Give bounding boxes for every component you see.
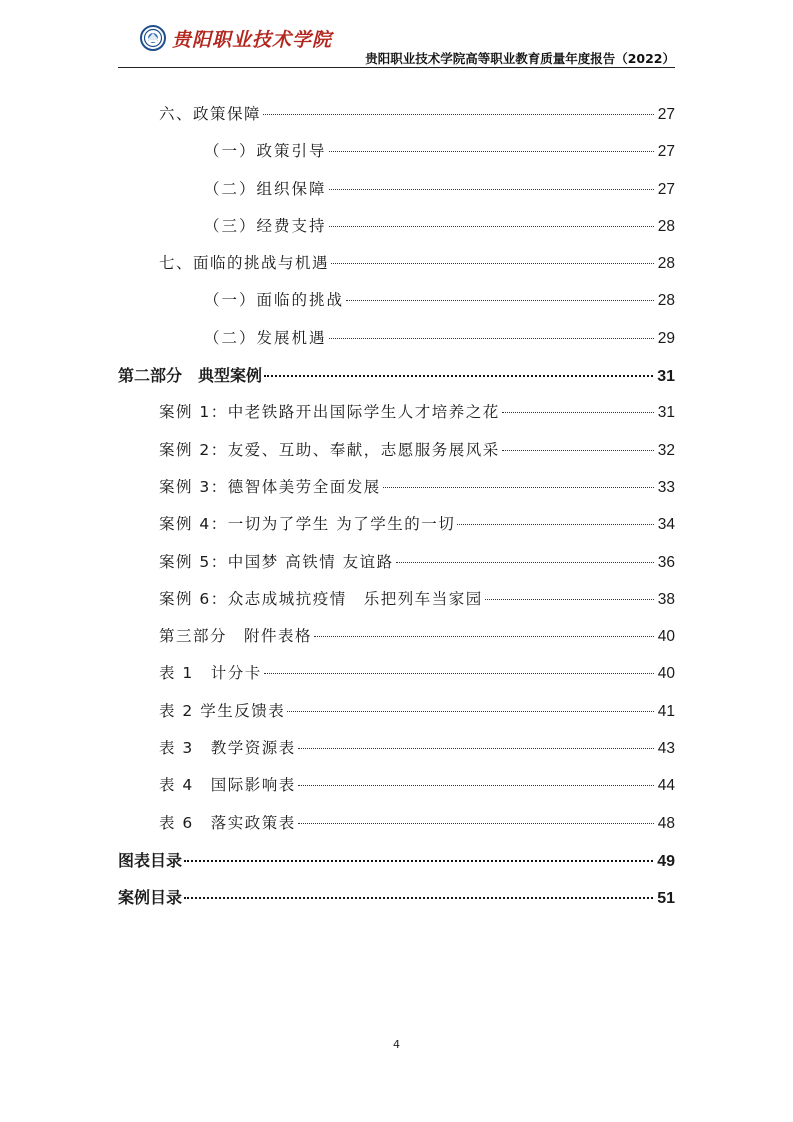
toc-leader-dots	[485, 599, 654, 600]
toc-entry-page: 34	[657, 516, 675, 534]
toc-entry[interactable]	[118, 214, 675, 251]
toc-entry-page: 27	[657, 180, 675, 198]
toc-entry-label: 第三部分 附件表格	[159, 627, 313, 646]
toc-entry-page: 27	[657, 143, 675, 161]
toc-entry-label: 第二部分 典型案例	[118, 366, 263, 386]
toc-entry-label: 案例目录	[118, 888, 183, 908]
toc-entry[interactable]	[118, 400, 675, 437]
toc-leader-dots	[298, 785, 654, 786]
toc-leader-dots	[184, 860, 653, 862]
toc-leader-dots	[263, 114, 654, 115]
toc-entry[interactable]	[118, 811, 675, 848]
toc-entry-page: 51	[657, 890, 675, 908]
toc-entry-part[interactable]	[118, 848, 675, 885]
toc-entry-label: 表 1 计分卡	[159, 664, 262, 683]
school-logo	[140, 24, 332, 52]
toc-entry-page: 29	[657, 329, 675, 347]
toc-entry-label: 案例 5：中国梦 高铁情 友谊路	[159, 552, 394, 571]
toc-leader-dots	[298, 823, 654, 824]
table-of-contents	[118, 102, 675, 923]
toc-entry-page: 40	[657, 628, 675, 646]
toc-entry-label: 表 4 国际影响表	[159, 776, 296, 795]
toc-leader-dots	[383, 487, 654, 488]
toc-entry-part[interactable]	[118, 363, 675, 400]
toc-leader-dots	[287, 711, 654, 712]
toc-entry[interactable]	[118, 512, 675, 549]
toc-leader-dots	[264, 673, 654, 674]
toc-entry-label: 表 3 教学资源表	[159, 739, 296, 758]
toc-entry[interactable]	[118, 102, 675, 139]
toc-entry-page: 36	[657, 553, 675, 571]
school-emblem-icon	[140, 25, 166, 51]
toc-entry[interactable]	[118, 624, 675, 661]
toc-entry[interactable]	[118, 587, 675, 624]
toc-entry-page: 38	[657, 590, 675, 608]
toc-entry-label: （二）发展机遇	[204, 328, 327, 347]
toc-entry-page: 44	[657, 777, 675, 795]
toc-leader-dots	[329, 189, 654, 190]
toc-entry[interactable]	[118, 139, 675, 176]
page-number: 4	[393, 1038, 400, 1051]
report-title: 贵阳职业技术学院高等职业教育质量年度报告（2022）	[365, 51, 675, 66]
logo-text: 贵阳职业技术学院	[172, 28, 333, 51]
toc-leader-dots	[457, 524, 654, 525]
toc-entry[interactable]	[118, 177, 675, 214]
toc-entry[interactable]	[118, 438, 675, 475]
toc-entry-page: 49	[657, 852, 675, 870]
toc-entry-label: 案例 1：中老铁路开出国际学生人才培养之花	[159, 403, 500, 422]
toc-entry-label: （二）组织保障	[204, 179, 327, 198]
toc-leader-dots	[502, 412, 654, 413]
toc-entry-page: 28	[657, 217, 675, 235]
toc-entry[interactable]	[118, 550, 675, 587]
toc-entry-page: 27	[657, 106, 675, 123]
toc-leader-dots	[502, 450, 654, 451]
toc-entry-page: 41	[657, 702, 675, 720]
toc-entry-part[interactable]	[118, 885, 675, 922]
toc-leader-dots	[331, 263, 654, 264]
toc-entry-page: 31	[657, 368, 675, 386]
toc-leader-dots	[329, 338, 654, 339]
toc-leader-dots	[184, 897, 653, 899]
toc-entry-label: （一）面临的挑战	[204, 291, 345, 310]
toc-entry[interactable]	[118, 699, 675, 736]
toc-leader-dots	[329, 226, 654, 227]
toc-entry[interactable]	[118, 736, 675, 773]
toc-entry-label: 案例 2：友爱、互助、奉献，志愿服务展风采	[159, 440, 500, 459]
toc-entry[interactable]	[118, 288, 675, 325]
toc-entry[interactable]	[118, 475, 675, 512]
toc-entry-label: 七、面临的挑战与机遇	[159, 254, 330, 273]
toc-leader-dots	[329, 151, 654, 152]
toc-entry-label: 案例 4：一切为了学生 为了学生的一切	[159, 515, 456, 534]
toc-leader-dots	[264, 375, 653, 377]
toc-entry[interactable]	[118, 773, 675, 810]
toc-leader-dots	[346, 300, 654, 301]
toc-entry-page: 48	[657, 814, 675, 832]
toc-entry[interactable]	[118, 661, 675, 698]
toc-entry-label: 六、政策保障	[159, 105, 262, 123]
toc-entry-label: 案例 6：众志成城抗疫情 乐把列车当家园	[159, 589, 483, 608]
toc-entry-label: （三）经费支持	[204, 216, 327, 235]
toc-entry-label: 表 2 学生反馈表	[159, 701, 286, 720]
toc-leader-dots	[298, 748, 654, 749]
toc-entry-label: 案例 3：德智体美劳全面发展	[159, 477, 381, 496]
toc-entry-page: 33	[657, 478, 675, 496]
page-header	[0, 0, 793, 70]
header-divider	[118, 67, 675, 68]
toc-entry-page: 32	[657, 441, 675, 459]
toc-entry-page: 31	[657, 404, 675, 422]
toc-entry-page: 28	[657, 292, 675, 310]
toc-leader-dots	[396, 562, 654, 563]
toc-entry-page: 40	[657, 665, 675, 683]
toc-entry-label: 表 6 落实政策表	[159, 813, 296, 832]
toc-entry[interactable]	[118, 326, 675, 363]
toc-entry-page: 28	[657, 255, 675, 273]
toc-entry-page: 43	[657, 740, 675, 758]
toc-entry-label: 图表目录	[118, 850, 183, 870]
toc-entry-label: （一）政策引导	[204, 142, 327, 161]
toc-leader-dots	[314, 636, 654, 637]
toc-entry[interactable]	[118, 251, 675, 288]
